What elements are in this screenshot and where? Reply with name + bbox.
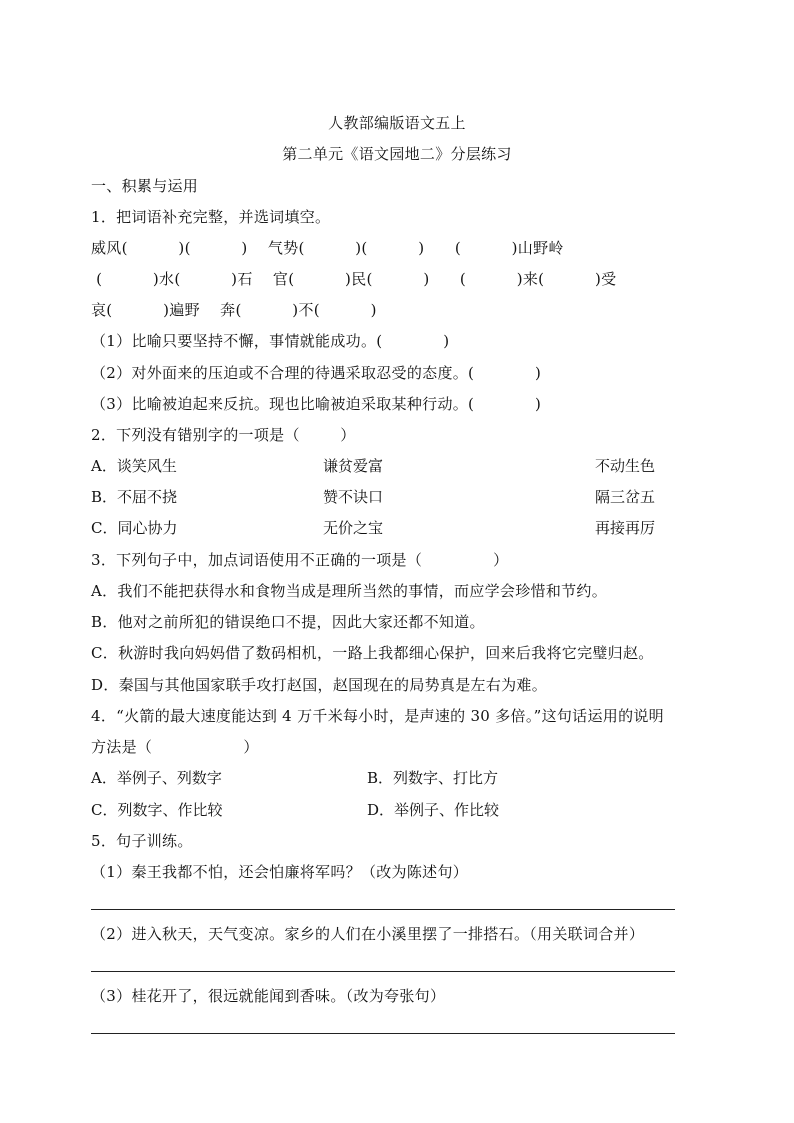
q2-option-b-label: B．不屈不挠	[91, 488, 178, 506]
q3-option-b: B．他对之前所犯的错误绝口不提，因此大家还都不知道。	[91, 613, 485, 631]
worksheet-title: 人教部编版语文五上	[328, 114, 466, 132]
q2-option-c-label: C．同心协力	[91, 519, 178, 537]
q1-sub-3: （3）比喻被迫起来反抗。现也比喻被迫采取某种行动。( )	[91, 395, 542, 413]
q5-answer-line-3	[91, 1033, 675, 1034]
q5-stem: 5．句子训练。	[91, 832, 193, 850]
q3-option-c: C．秋游时我向妈妈借了数码相机，一路上我都细心保护，回来后我将它完璧归赵。	[91, 644, 654, 662]
q2-option-c-col2: 无价之宝	[323, 519, 384, 537]
q4-option-a: A．举例子、列数字	[91, 769, 222, 787]
q1-sub-2: （2）对外面来的压迫或不合理的待遇采取忍受的态度。( )	[91, 364, 542, 382]
q1-word-row-2: ( )水( )石 官( )民( ) ( )来( )受	[91, 270, 617, 288]
q2-stem: 2．下列没有错别字的一项是（ ）	[91, 426, 356, 444]
q4-stem-line-2: 方法是（ ）	[91, 738, 259, 756]
q1-stem: 1．把词语补充完整，并选词填空。	[91, 208, 331, 226]
q1-sub-1: （1）比喻只要坚持不懈，事情就能成功。( )	[91, 332, 450, 350]
q4-stem-line-1: 4．“火箭的最大速度能达到 4 万千米每小时，是声速的 30 多倍。”这句话运用的说明	[91, 707, 664, 725]
q2-option-a-col2: 谦贫爱富	[323, 457, 384, 475]
q2-option-b-col3: 隔三岔五	[595, 488, 656, 506]
q2-option-c-col3: 再接再厉	[595, 519, 656, 537]
q4-option-b: B．列数字、打比方	[367, 769, 499, 787]
q3-option-a: A．我们不能把获得水和食物当成是理所当然的事情，而应学会珍惜和节约。	[91, 582, 608, 600]
q1-word-row-1: 威风( )( ) 气势( )( ) ( )山野岭	[91, 239, 564, 257]
q2-option-a-label: A．谈笑风生	[91, 457, 177, 475]
q3-option-d: D．秦国与其他国家联手攻打赵国，赵国现在的局势真是左右为难。	[91, 676, 548, 694]
q3-stem: 3．下列句子中，加点词语使用不正确的一项是（ ）	[91, 551, 509, 569]
q5-sub-1: （1）秦王我都不怕，还会怕廉将军吗？（改为陈述句）	[91, 863, 469, 881]
section-heading: 一、积累与运用	[91, 177, 199, 195]
worksheet-subtitle: 第二单元《语文园地二》分层练习	[282, 145, 512, 163]
q4-option-c: C．列数字、作比较	[91, 801, 223, 819]
q4-option-d: D．举例子、作比较	[367, 801, 500, 819]
q1-word-row-3: 哀( )遍野 奔( )不( )	[91, 301, 377, 319]
q2-option-a-col3: 不动生色	[595, 457, 656, 475]
q5-sub-3: （3）桂花开了，很远就能闻到香味。（改为夸张句）	[91, 987, 446, 1005]
q2-option-b-col2: 赞不诀口	[323, 488, 384, 506]
q5-answer-line-1	[91, 909, 675, 910]
q5-sub-2: （2）进入秋天，天气变凉。家乡的人们在小溪里摆了一排搭石。（用关联词合并）	[91, 925, 645, 943]
q5-answer-line-2	[91, 971, 675, 972]
